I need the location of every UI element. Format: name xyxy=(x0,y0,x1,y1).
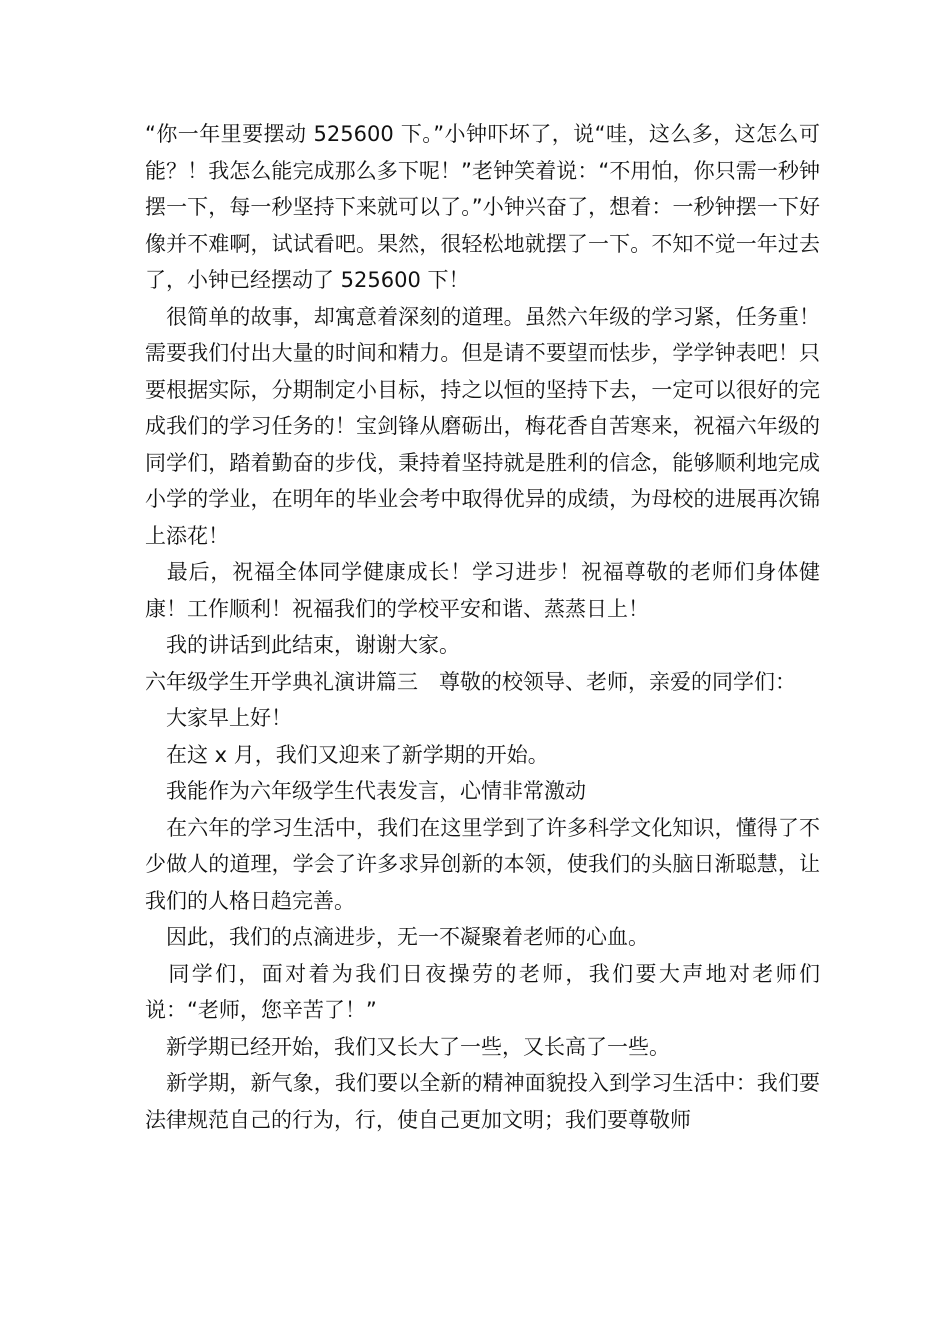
paragraph-representative: 我能作为六年级学生代表发言，心情非常激动 xyxy=(145,779,586,803)
paragraph-story-ending: “你一年里要摆动 525600 下。”小钟吓坏了，说“哇，这么多，这怎么可能？！我怎么能完成那么多下呢！”老钟笑着说：“不用怕，你只需一秒钟摆一下，每一秒坚持下来就可以了。”小钟兴奋了，想着：一秒钟摆一下好像并不难啊，试试看吧。果然，很轻松地就摆了一下。不知不觉一年过去了，小钟已经摆动了 525600 下！ xyxy=(145,122,820,292)
paragraph-greeting: 大家早上好！ xyxy=(145,706,292,730)
document-body xyxy=(145,116,820,1138)
paragraph-closing: 我的讲话到此结束，谢谢大家。 xyxy=(145,633,460,657)
paragraph-new-spirit: 新学期，新气象，我们要以全新的精神面貌投入到学习生活中：我们要法律规范自己的行为，行，使自己更加文明；我们要尊敬师 xyxy=(145,1071,820,1132)
paragraph-wishes: 最后，祝福全体同学健康成长！学习进步！祝福尊敬的老师们身体健康！工作顺利！祝福我们的学校平安和谐、蒸蒸日上！ xyxy=(145,560,820,621)
section-heading-speech-three: 六年级学生开学典礼演讲篇三 尊敬的校领导、老师，亲爱的同学们： xyxy=(145,669,796,694)
paragraph-lesson: 很简单的故事，却寓意着深刻的道理。虽然六年级的学习紧，任务重！需要我们付出大量的时间和精力。但是请不要望而怯步，学学钟表吧！只要根据实际，分期制定小目标，持之以恒的坚持下去，一定可以很好的完成我们的学习任务的！宝剑锋从磨砺出，梅花香自苦寒来，祝福六年级的同学们，踏着勤奋的步伐，秉持着坚持就是胜利的信念，能够顺利地完成小学的学业，在明年的毕业会考中取得优异的成绩，为母校的进展再次锦上添花！ xyxy=(145,304,820,548)
paragraph-thanks-teachers: 同学们，面对着为我们日夜操劳的老师，我们要大声地对老师们说：“老师，您辛苦了！” xyxy=(145,961,820,1022)
paragraph-teachers-effort: 因此，我们的点滴进步，无一不凝聚着老师的心血。 xyxy=(145,925,649,949)
paragraph-grown-up: 新学期已经开始，我们又长大了一些，又长高了一些。 xyxy=(145,1034,670,1059)
paragraph-new-term: 在这 x 月，我们又迎来了新学期的开始。 xyxy=(145,742,549,767)
paragraph-six-years: 在六年的学习生活中，我们在这里学到了许多科学文化知识，懂得了不少做人的道理，学会了许多求异创新的本领，使我们的头脑日渐聪慧，让我们的人格日趋完善。 xyxy=(145,815,820,913)
